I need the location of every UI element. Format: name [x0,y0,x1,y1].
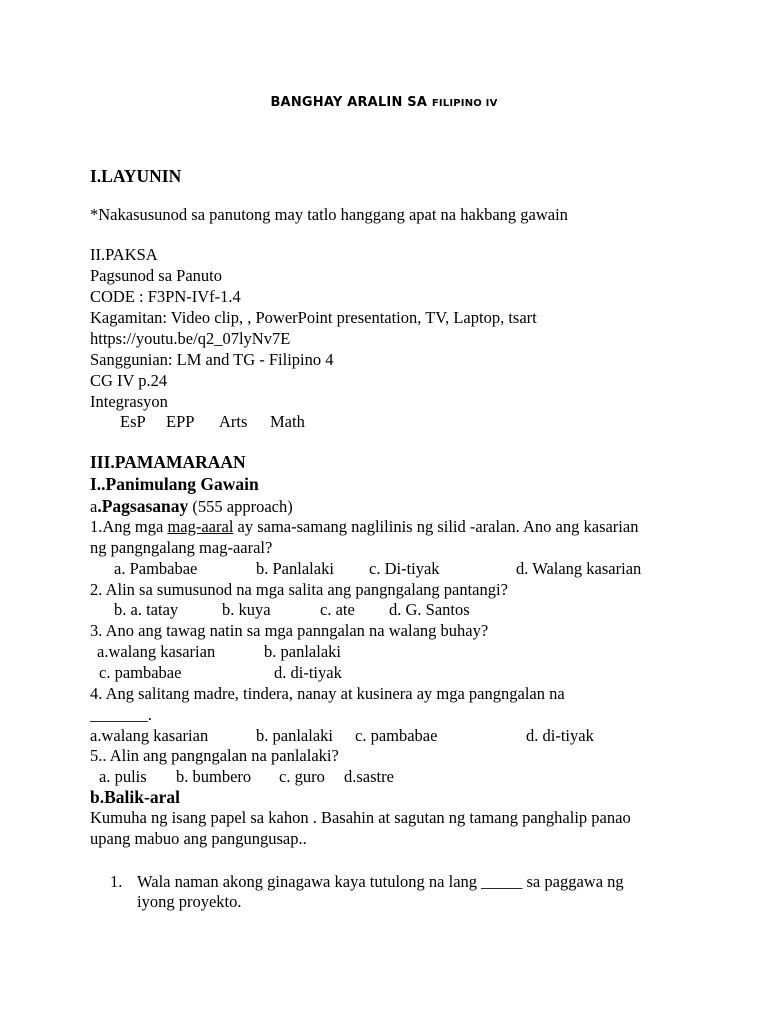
question-1-start: 1.Ang mga [90,517,168,536]
choice: b. panlalaki [264,642,341,661]
choice: a.walang kasarian [90,726,209,745]
choice: b. kuya [222,600,271,619]
layunin-text: *Nakasusunod sa panutong may tatlo hanggang apat na hakbang gawain [90,205,568,224]
choice: c. ate [320,600,355,619]
question-1-underlined: mag-aaral [167,517,234,536]
choice: c. Di-tiyak [369,559,440,578]
pagsasanay-label: .Pagsasanay [97,496,189,516]
list-item-number: 1. [110,872,123,891]
choice: b. a. tatay [114,600,179,619]
question-4-blank: _______. [90,705,152,724]
paksa-line: Integrasyon [90,392,168,411]
panimulang-gawain-heading: I..Panimulang Gawain [90,474,259,494]
question-4: 4. Ang salitang madre, tindera, nanay at kusinera ay mga pangngalan na [90,684,565,703]
integrasyon-item: Arts [219,412,248,431]
choice: c. pambabae [99,663,182,682]
list-item-text: iyong proyekto. [137,892,242,911]
choice: a. pulis [99,767,147,786]
list-item-text: Wala naman akong ginagawa kaya tutulong na lang _____ sa paggawa ng [137,872,624,891]
balik-aral-text: Kumuha ng isang papel sa kahon . Basahin at sagutan ng tamang panghalip panao [90,808,631,827]
paksa-line: Pagsunod sa Panuto [90,266,222,285]
integrasyon-item: EPP [166,412,195,431]
choice: b. panlalaki [256,726,333,745]
paksa-heading: II.PAKSA [90,245,158,264]
pagsasanay-approach: (555 approach) [188,497,293,516]
question-1-end: ay sama-samang naglilinis ng silid -aralan. Ano ang kasarian [233,517,639,536]
paksa-line: Kagamitan: Video clip, , PowerPoint presentation, TV, Laptop, tsart [90,308,537,327]
balik-aral-text: upang mabuo ang pangungusap.. [90,829,307,848]
layunin-heading: I.LAYUNIN [90,166,182,186]
integrasyon-item: EsP [120,412,146,431]
choice: a. Pambabae [114,559,198,578]
balik-aral-heading: b.Balik-aral [90,787,180,807]
paksa-line: CG IV p.24 [90,371,168,390]
document-title [0,93,768,115]
pagsasanay-heading [90,496,293,518]
title-main: BANGHAY ARALIN SA [270,95,428,110]
pamamaraan-heading: III.PAMAMARAAN [90,452,246,472]
title-subject: FILIPINO IV [431,98,498,109]
choice: d. Walang kasarian [516,559,642,578]
question-3: 3. Ano ang tawag natin sa mga panngalan na walang buhay? [90,621,489,640]
question-1 [90,517,638,538]
choice: d. di-tiyak [274,663,342,682]
choice: d.sastre [344,767,394,786]
pagsasanay-prefix: a [90,497,98,516]
paksa-line: Sanggunian: LM and TG - Filipino 4 [90,350,334,369]
choice: c. pambabae [355,726,438,745]
question-1-continued: ng pangngalang mag-aaral? [90,538,273,557]
question-2: 2. Alin sa sumusunod na mga salita ang pangngalang pantangi? [90,580,508,599]
choice: a.walang kasarian [97,642,216,661]
choice: d. G. Santos [389,600,470,619]
question-5: 5.. Alin ang pangngalan na panlalaki? [90,746,339,765]
paksa-line: CODE : F3PN-IVf-1.4 [90,287,241,306]
video-link[interactable]: https://youtu.be/q2_07lyNv7E [90,329,291,348]
choice: b. Panlalaki [256,559,334,578]
choice: d. di-tiyak [526,726,594,745]
choice: b. bumbero [176,767,252,786]
choice: c. guro [279,767,325,786]
integrasyon-item: Math [270,412,305,431]
